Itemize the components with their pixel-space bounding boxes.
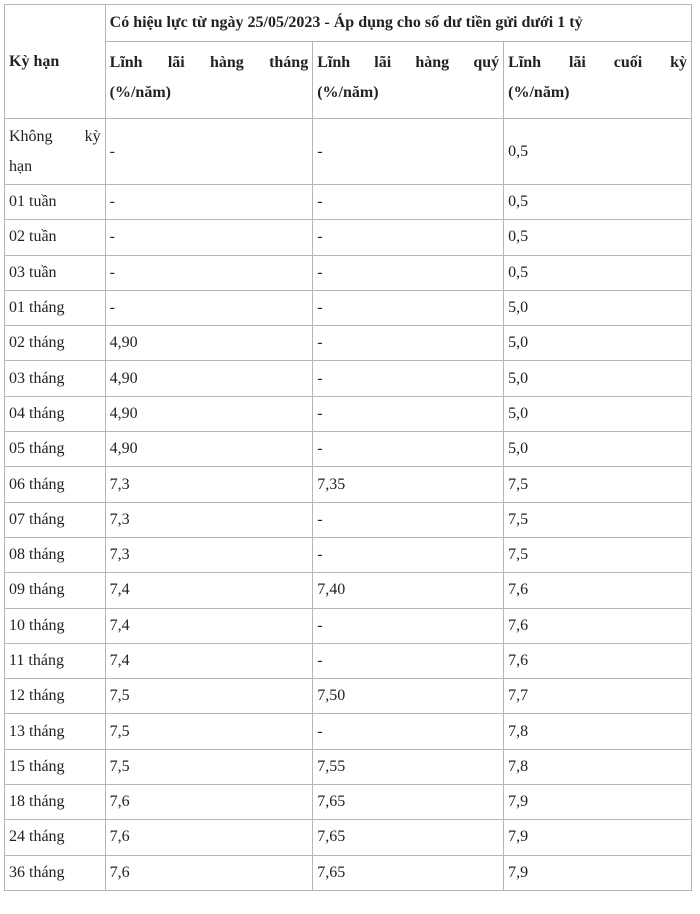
monthly-cell: 7,6	[105, 820, 313, 855]
table-row	[5, 185, 692, 220]
table-row	[5, 643, 692, 678]
quarterly-cell: 7,40	[313, 573, 504, 608]
table-row	[5, 749, 692, 784]
quarterly-cell: -	[313, 643, 504, 678]
end-term-cell: 5,0	[504, 326, 692, 361]
monthly-cell: 4,90	[105, 396, 313, 431]
end-term-cell: 5,0	[504, 290, 692, 325]
end-term-cell: 7,7	[504, 679, 692, 714]
monthly-interest-header	[105, 42, 313, 119]
monthly-cell: 7,4	[105, 643, 313, 678]
interest-rate-table	[4, 4, 692, 891]
monthly-cell: 4,90	[105, 432, 313, 467]
monthly-cell: -	[105, 255, 313, 290]
quarterly-cell: 7,50	[313, 679, 504, 714]
quarterly-cell: -	[313, 432, 504, 467]
table-row	[5, 255, 692, 290]
end-term-cell: 7,9	[504, 855, 692, 890]
table-row	[5, 573, 692, 608]
quarterly-cell: 7,65	[313, 855, 504, 890]
end-header-line2: (%/năm)	[508, 84, 570, 101]
term-cell	[5, 119, 106, 185]
table-row	[5, 537, 692, 572]
monthly-cell: -	[105, 119, 313, 185]
term-cell: 10 tháng	[5, 608, 106, 643]
term-cell: 09 tháng	[5, 573, 106, 608]
quarterly-cell: -	[313, 502, 504, 537]
monthly-cell: -	[105, 185, 313, 220]
end-term-cell: 0,5	[504, 185, 692, 220]
end-term-cell: 0,5	[504, 119, 692, 185]
monthly-header-line1: Lĩnh lãi hàng tháng	[109, 54, 309, 71]
end-term-interest-header	[504, 42, 692, 119]
term-cell: 01 tuần	[5, 185, 106, 220]
end-term-cell: 7,6	[504, 573, 692, 608]
quarterly-cell: -	[313, 326, 504, 361]
table-row	[5, 220, 692, 255]
monthly-cell: 7,4	[105, 608, 313, 643]
header-row-top	[5, 5, 692, 42]
end-term-cell: 0,5	[504, 255, 692, 290]
quarterly-cell: -	[313, 714, 504, 749]
term-line2: hạn	[9, 157, 33, 175]
term-cell: 08 tháng	[5, 537, 106, 572]
quarterly-cell: 7,65	[313, 785, 504, 820]
term-cell: 03 tuần	[5, 255, 106, 290]
quarterly-cell: -	[313, 119, 504, 185]
end-term-cell: 5,0	[504, 396, 692, 431]
term-cell: 12 tháng	[5, 679, 106, 714]
monthly-cell: 7,3	[105, 537, 313, 572]
monthly-cell: 4,90	[105, 361, 313, 396]
monthly-cell: 7,5	[105, 749, 313, 784]
term-cell: 15 tháng	[5, 749, 106, 784]
quarterly-cell: -	[313, 220, 504, 255]
term-cell: 11 tháng	[5, 643, 106, 678]
quarterly-cell: -	[313, 255, 504, 290]
monthly-cell: -	[105, 290, 313, 325]
table-row	[5, 396, 692, 431]
end-term-cell: 7,5	[504, 502, 692, 537]
term-cell: 02 tuần	[5, 220, 106, 255]
end-term-cell: 7,5	[504, 537, 692, 572]
quarterly-cell: 7,55	[313, 749, 504, 784]
quarterly-cell: 7,65	[313, 820, 504, 855]
monthly-header-line2: (%/năm)	[109, 84, 171, 101]
monthly-cell: 7,6	[105, 785, 313, 820]
monthly-cell: 7,3	[105, 502, 313, 537]
quarterly-cell: -	[313, 396, 504, 431]
monthly-cell: 4,90	[105, 326, 313, 361]
end-term-cell: 7,8	[504, 714, 692, 749]
end-term-cell: 7,6	[504, 643, 692, 678]
monthly-cell: 7,6	[105, 855, 313, 890]
table-row	[5, 679, 692, 714]
term-cell: 36 tháng	[5, 855, 106, 890]
end-term-cell: 7,6	[504, 608, 692, 643]
end-header-line1: Lĩnh lãi cuối kỳ	[508, 54, 687, 71]
table-body	[5, 119, 692, 891]
table-row	[5, 326, 692, 361]
quarterly-cell: -	[313, 185, 504, 220]
quarterly-header-line2: (%/năm)	[317, 84, 379, 101]
monthly-cell: 7,5	[105, 714, 313, 749]
end-term-cell: 7,9	[504, 820, 692, 855]
term-header: Kỳ hạn	[5, 5, 106, 119]
header-row-sub	[5, 42, 692, 119]
monthly-cell: 7,3	[105, 467, 313, 502]
term-cell: 02 tháng	[5, 326, 106, 361]
end-term-cell: 7,8	[504, 749, 692, 784]
quarterly-cell: -	[313, 608, 504, 643]
table-row	[5, 467, 692, 502]
quarterly-interest-header	[313, 42, 504, 119]
end-term-cell: 5,0	[504, 361, 692, 396]
table-row	[5, 361, 692, 396]
term-cell: 04 tháng	[5, 396, 106, 431]
term-cell: 13 tháng	[5, 714, 106, 749]
term-cell: 07 tháng	[5, 502, 106, 537]
quarterly-cell: -	[313, 537, 504, 572]
quarterly-cell: -	[313, 290, 504, 325]
end-term-cell: 5,0	[504, 432, 692, 467]
term-cell: 24 tháng	[5, 820, 106, 855]
term-cell: 06 tháng	[5, 467, 106, 502]
quarterly-cell: 7,35	[313, 467, 504, 502]
table-row	[5, 608, 692, 643]
term-cell: 18 tháng	[5, 785, 106, 820]
term-cell: 03 tháng	[5, 361, 106, 396]
term-cell: 05 tháng	[5, 432, 106, 467]
table-row	[5, 290, 692, 325]
table-header	[5, 5, 692, 119]
term-cell: 01 tháng	[5, 290, 106, 325]
effective-date-header: Có hiệu lực từ ngày 25/05/2023 - Áp dụng cho số dư tiền gửi dưới 1 tỷ	[105, 5, 691, 42]
quarterly-cell: -	[313, 361, 504, 396]
end-term-cell: 0,5	[504, 220, 692, 255]
table-row	[5, 119, 692, 185]
monthly-cell: -	[105, 220, 313, 255]
end-term-cell: 7,9	[504, 785, 692, 820]
table-row	[5, 714, 692, 749]
term-line1: Không kỳ	[9, 127, 101, 145]
monthly-cell: 7,5	[105, 679, 313, 714]
monthly-cell: 7,4	[105, 573, 313, 608]
quarterly-header-line1: Lĩnh lãi hàng quý	[317, 54, 500, 71]
table-row	[5, 502, 692, 537]
end-term-cell: 7,5	[504, 467, 692, 502]
table-row	[5, 855, 692, 890]
table-row	[5, 820, 692, 855]
table-row	[5, 432, 692, 467]
table-row	[5, 785, 692, 820]
